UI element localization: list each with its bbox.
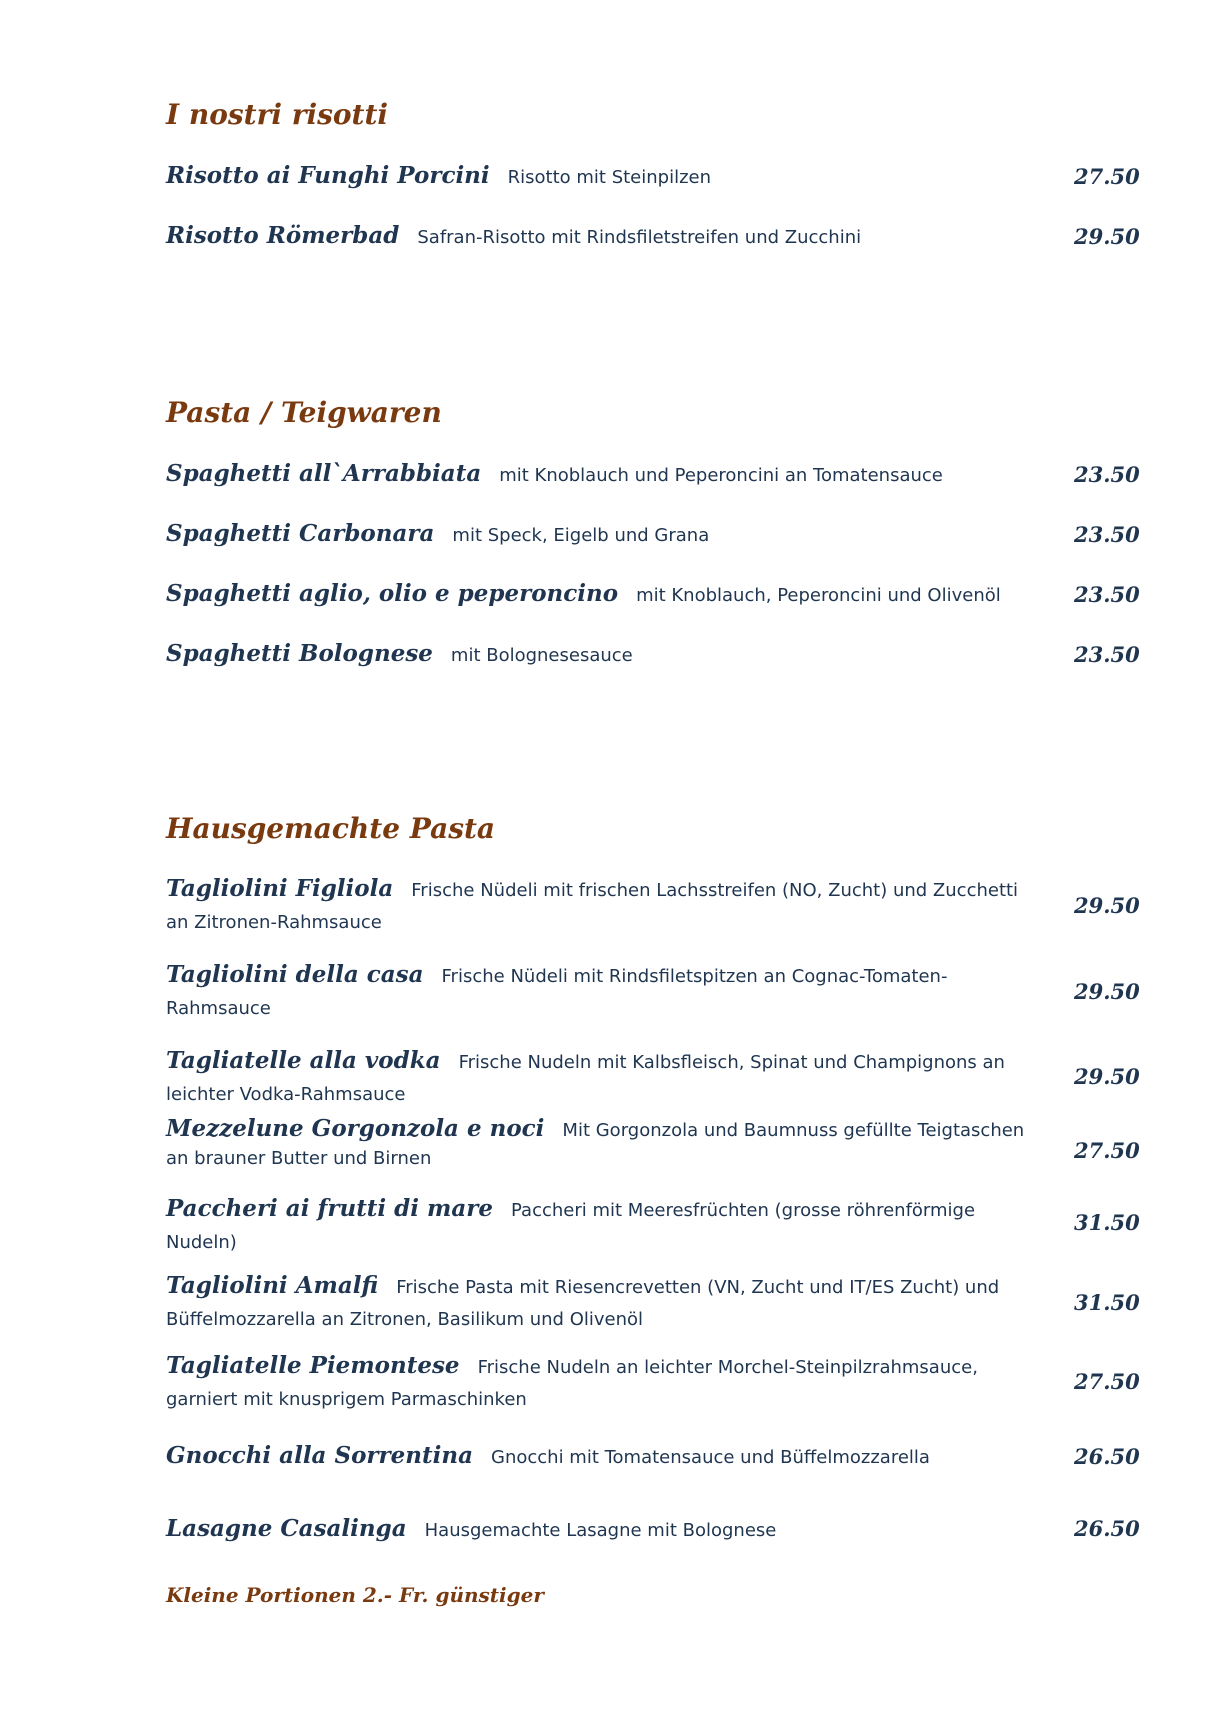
dish-name: Spaghetti aglio, olio e peperoncino xyxy=(166,580,619,607)
dish-price: 29.50 xyxy=(1074,893,1140,918)
dish-description: Safran-Risotto mit Rindsfiletstreifen und Zucchini xyxy=(417,227,862,248)
dish-price: 23.50 xyxy=(1074,642,1140,667)
dish-description: Frische Nudeln mit Kalbsfleisch, Spinat und Champignons an leichter Vodka-Rahmsauce xyxy=(166,1052,1005,1105)
dish-name: Risotto Römerbad xyxy=(166,222,400,249)
dish-price: 31.50 xyxy=(1074,1290,1140,1315)
menu-item xyxy=(166,1513,1046,1547)
dish-name: Paccheri ai frutti di mare xyxy=(166,1195,493,1222)
dish-description: Mit Gorgonzola und Baumnuss gefüllte Teigtaschen an brauner Butter und Birnen xyxy=(166,1120,1025,1169)
dish-price: 26.50 xyxy=(1074,1516,1140,1541)
dish-price: 23.50 xyxy=(1074,462,1140,487)
menu-item xyxy=(166,1193,1046,1259)
dish-name: Tagliolini Figliola xyxy=(166,875,394,902)
dish-price: 29.50 xyxy=(1074,224,1140,249)
dish-price: 27.50 xyxy=(1074,1138,1140,1163)
dish-description: Frische Nüdeli mit frischen Lachsstreifen (NO, Zucht) und Zucchetti an Zitronen-Rahmsauce xyxy=(166,880,1019,933)
section-title-homemade-pasta: Hausgemachte Pasta xyxy=(166,812,496,845)
dish-description: mit Knoblauch und Peperoncini an Tomatensauce xyxy=(499,465,943,486)
dish-description: Paccheri mit Meeresfrüchten (grosse röhrenförmige Nudeln) xyxy=(166,1200,976,1253)
dish-name: Mezzelune Gorgonzola e noci xyxy=(166,1115,545,1142)
dish-description: Frische Nudeln an leichter Morchel-Steinpilzrahmsauce, garniert mit knusprigem Parmaschinken xyxy=(166,1357,978,1410)
menu-item xyxy=(166,638,1046,672)
dish-price: 29.50 xyxy=(1074,979,1140,1004)
dish-price: 27.50 xyxy=(1074,164,1140,189)
menu-item xyxy=(166,873,1046,939)
dish-name: Lasagne Casalinga xyxy=(166,1515,407,1542)
dish-name: Spaghetti all`Arrabbiata xyxy=(166,460,482,487)
dish-description: Gnocchi mit Tomatensauce und Büffelmozzarella xyxy=(491,1447,930,1468)
dish-name: Tagliatelle alla vodka xyxy=(166,1047,441,1074)
dish-description: mit Bolognesesauce xyxy=(450,645,633,666)
menu-item xyxy=(166,1115,1046,1173)
menu-item xyxy=(166,1350,1046,1416)
menu-item xyxy=(166,1045,1046,1111)
dish-description: Frische Nüdeli mit Rindsfiletspitzen an Cognac-Tomaten-Rahmsauce xyxy=(166,966,948,1019)
menu-item xyxy=(166,1270,1046,1336)
dish-price: 23.50 xyxy=(1074,522,1140,547)
section-title-pasta: Pasta / Teigwaren xyxy=(166,396,442,429)
menu-item xyxy=(166,1440,1046,1474)
menu-item xyxy=(166,458,1046,492)
dish-description: Frische Pasta mit Riesencrevetten (VN, Zucht und IT/ES Zucht) und Büffelmozzarella an Zitronen, Basilikum und Olivenöl xyxy=(166,1277,1000,1330)
dish-price: 26.50 xyxy=(1074,1444,1140,1469)
menu-item xyxy=(166,220,1046,254)
portion-footnote: Kleine Portionen 2.- Fr. günstiger xyxy=(166,1583,544,1607)
dish-name: Tagliolini Amalfi xyxy=(166,1272,379,1299)
dish-name: Tagliatelle Piemontese xyxy=(166,1352,460,1379)
dish-price: 23.50 xyxy=(1074,582,1140,607)
dish-description: mit Speck, Eigelb und Grana xyxy=(452,525,710,546)
menu-item xyxy=(166,160,1046,194)
menu-item xyxy=(166,959,1046,1025)
dish-price: 27.50 xyxy=(1074,1369,1140,1394)
menu-item xyxy=(166,578,1046,612)
dish-description: Risotto mit Steinpilzen xyxy=(507,167,712,188)
section-title-risotti: I nostri risotti xyxy=(166,98,389,131)
dish-name: Tagliolini della casa xyxy=(166,961,424,988)
dish-price: 29.50 xyxy=(1074,1064,1140,1089)
dish-name: Spaghetti Bolognese xyxy=(166,640,433,667)
dish-name: Spaghetti Carbonara xyxy=(166,520,435,547)
dish-price: 31.50 xyxy=(1074,1210,1140,1235)
dish-name: Risotto ai Funghi Porcini xyxy=(166,162,490,189)
menu-item xyxy=(166,518,1046,552)
dish-description: mit Knoblauch, Peperoncini und Olivenöl xyxy=(636,585,1001,606)
dish-description: Hausgemachte Lasagne mit Bolognese xyxy=(424,1520,777,1541)
dish-name: Gnocchi alla Sorrentina xyxy=(166,1442,473,1469)
